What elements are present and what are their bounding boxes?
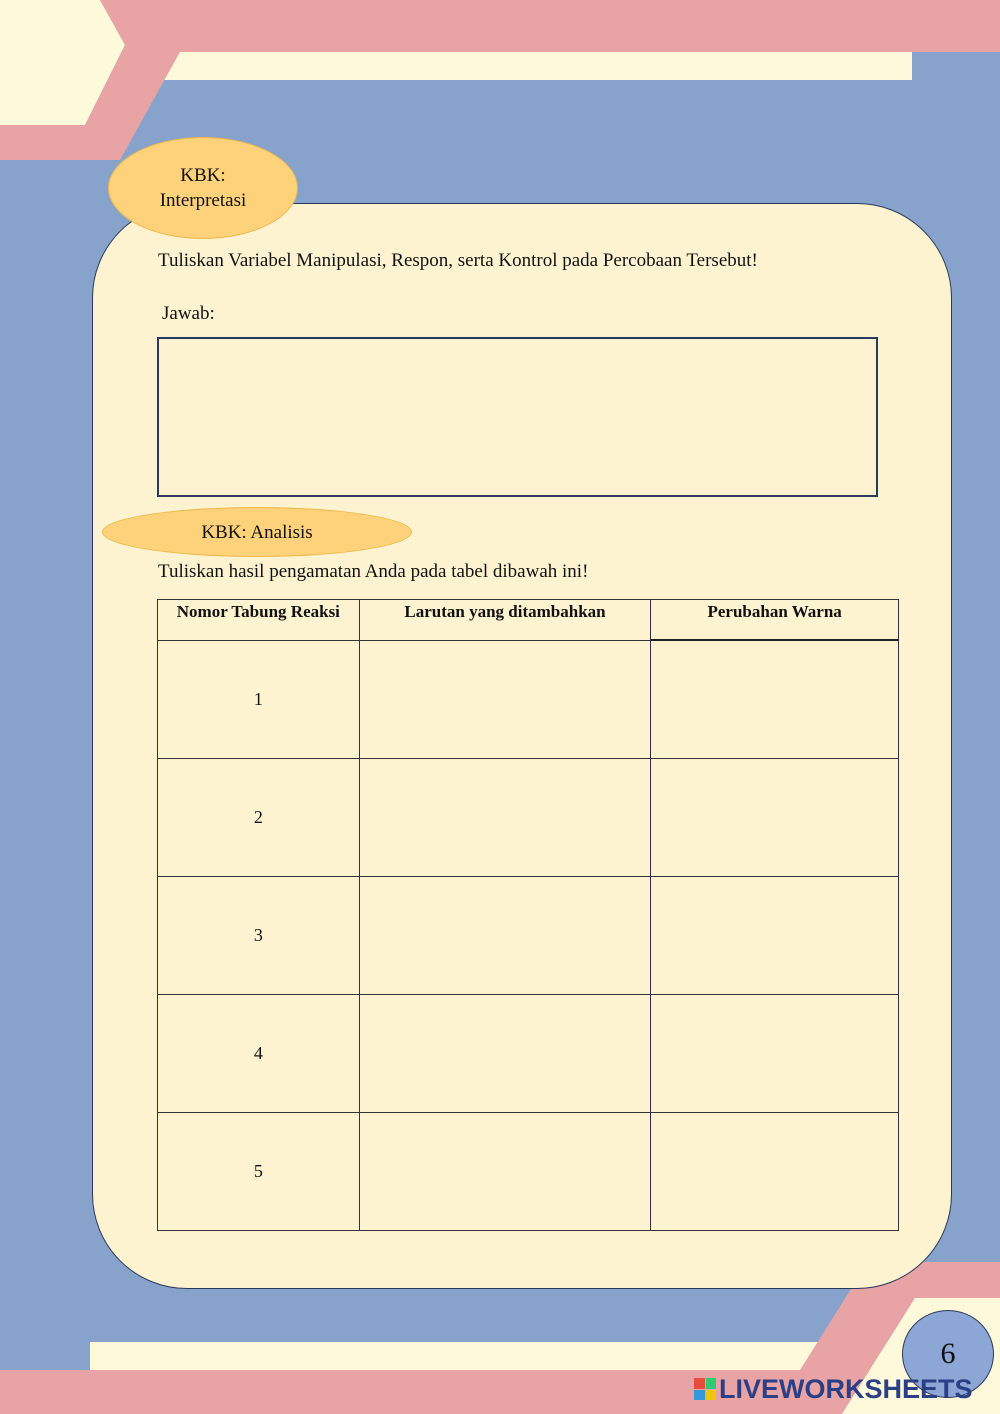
perubahan-warna-cell[interactable] (651, 640, 899, 759)
table-row (158, 877, 899, 995)
row-number: 2 (158, 759, 360, 877)
answer-label: Jawab: (162, 303, 215, 324)
table-header-row (158, 600, 899, 641)
table-row (158, 995, 899, 1113)
table-row (158, 759, 899, 877)
larutan-cell[interactable] (359, 640, 651, 759)
table-row (158, 1113, 899, 1231)
kbk-analisis-badge (102, 507, 412, 557)
kbk-interpretasi-badge (108, 137, 298, 239)
top-cream-band (160, 52, 912, 80)
liveworksheets-branding (694, 1374, 973, 1404)
liveworksheets-logo-icon (694, 1378, 716, 1400)
answer-input-box[interactable] (157, 337, 878, 497)
larutan-cell[interactable] (359, 995, 651, 1113)
header-larutan: Larutan yang ditambahkan (359, 600, 651, 641)
badge-line-1: KBK: (180, 165, 226, 186)
badge-label: KBK: Analisis (201, 521, 313, 543)
larutan-cell[interactable] (359, 877, 651, 995)
row-number: 3 (158, 877, 360, 995)
row-number: 1 (158, 640, 360, 759)
observation-table (157, 599, 899, 1231)
brand-text: LIVEWORKSHEETS (719, 1373, 973, 1404)
perubahan-warna-cell[interactable] (651, 877, 899, 995)
logo-square-green (706, 1378, 717, 1389)
table-row (158, 640, 899, 759)
page-number: 6 (940, 1337, 956, 1370)
row-number: 5 (158, 1113, 360, 1231)
analisis-instruction: Tuliskan hasil pengamatan Anda pada tabel dibawah ini! (158, 561, 589, 582)
header-nomor-tabung: Nomor Tabung Reaksi (158, 600, 360, 641)
perubahan-warna-cell[interactable] (651, 995, 899, 1113)
logo-square-yellow (706, 1390, 717, 1401)
logo-square-blue (694, 1390, 705, 1401)
larutan-cell[interactable] (359, 1113, 651, 1231)
larutan-cell[interactable] (359, 759, 651, 877)
header-perubahan-warna: Perubahan Warna (651, 600, 899, 641)
perubahan-warna-cell[interactable] (651, 1113, 899, 1231)
row-number: 4 (158, 995, 360, 1113)
interpretasi-instruction: Tuliskan Variabel Manipulasi, Respon, serta Kontrol pada Percobaan Tersebut! (158, 250, 758, 271)
perubahan-warna-cell[interactable] (651, 759, 899, 877)
logo-square-red (694, 1378, 705, 1389)
badge-line-2: Interpretasi (159, 190, 247, 211)
